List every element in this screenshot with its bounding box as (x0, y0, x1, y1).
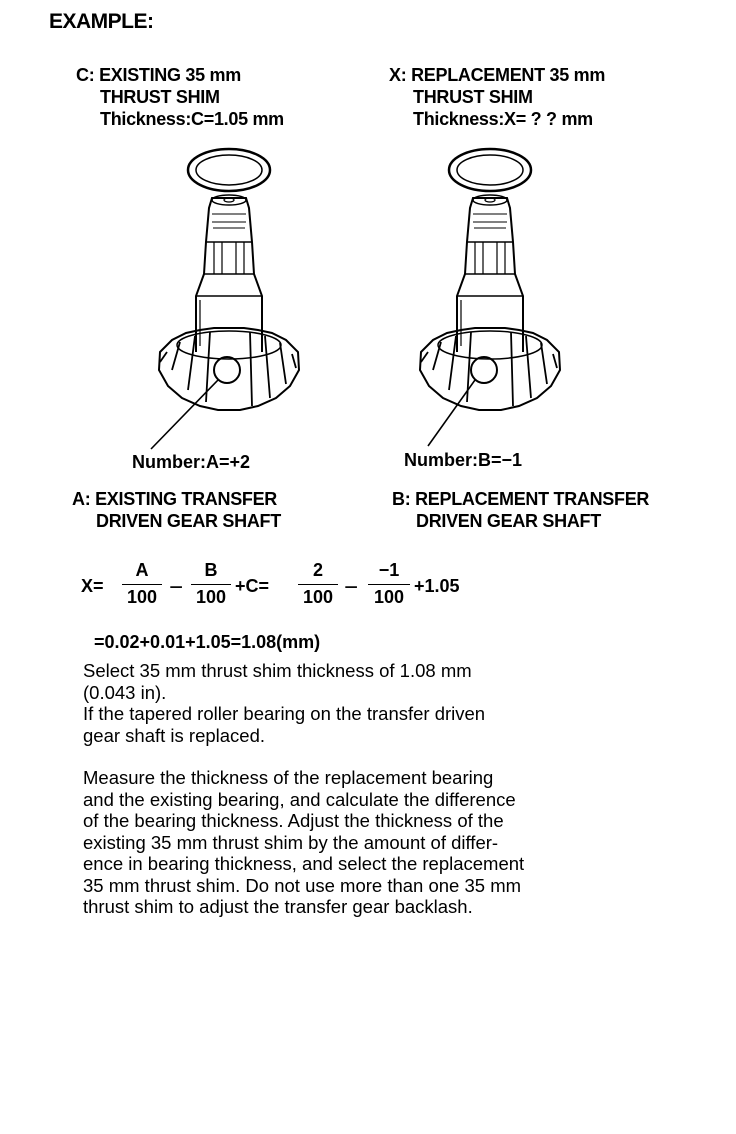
existing-shim-line2: THRUST SHIM (100, 87, 220, 107)
fraction-b-over-100 (191, 560, 231, 608)
fraction-2-over-100 (298, 560, 338, 608)
formula-result: =0.02+0.01+1.05=1.08(mm) (94, 632, 321, 652)
paragraph-2-line: ence in bearing thickness, and select the replacement (83, 853, 525, 874)
minus-sign: − (169, 574, 184, 601)
instruction-paragraph-2 (83, 767, 524, 918)
existing-shaft-line2: DRIVEN GEAR SHAFT (96, 511, 281, 531)
paragraph-1-line: If the tapered roller bearing on the transfer driven (83, 703, 486, 724)
fraction-2-numerator: 2 (312, 560, 323, 580)
existing-shim-line3: Thickness:C=1.05 mm (100, 109, 284, 129)
fraction-a-denominator: 100 (126, 587, 158, 607)
fraction-bar (122, 584, 162, 585)
fraction-minus1-denominator: 100 (373, 587, 405, 607)
minus-sign: − (344, 574, 359, 601)
existing-shaft-line1: A: EXISTING TRANSFER (72, 489, 278, 509)
plus-constant: +1.05 (414, 576, 460, 596)
fraction-a-numerator: A (135, 560, 149, 580)
paragraph-2-line: thrust shim to adjust the transfer gear backlash. (83, 896, 473, 917)
page-heading: EXAMPLE: (49, 10, 154, 33)
replacement-shim-line3: Thickness:X= ? ? mm (413, 109, 593, 129)
existing-shim-line1: C: EXISTING 35 mm (76, 65, 241, 85)
paragraph-2-line: of the bearing thickness. Adjust the thickness of the (83, 810, 504, 831)
replacement-shim-line2: THRUST SHIM (413, 87, 533, 107)
existing-shaft-label (72, 488, 281, 532)
fraction-b-denominator: 100 (195, 587, 227, 607)
fraction-2-denominator: 100 (302, 587, 334, 607)
paragraph-2-line: 35 mm thrust shim. Do not use more than one 35 mm (83, 874, 522, 896)
paragraph-1-line: gear shaft is replaced. (83, 724, 266, 746)
fraction-bar (368, 584, 410, 585)
formula-lhs: X= (81, 576, 104, 596)
paragraph-1-line: Select 35 mm thrust shim thickness of 1.08 mm (83, 660, 472, 681)
fraction-a-over-100 (122, 560, 162, 608)
replacement-shaft-label (392, 488, 649, 532)
paragraph-2-line: existing 35 mm thrust shim by the amount of differ- (83, 831, 499, 853)
fraction-minus1-over-100 (368, 560, 410, 608)
instruction-paragraph-1 (83, 660, 485, 746)
fraction-bar (298, 584, 338, 585)
fraction-b-numerator: B (204, 560, 218, 580)
fraction-bar (191, 584, 231, 585)
number-a-label: Number:A=+2 (132, 452, 251, 472)
fraction-minus1-numerator: −1 (378, 560, 400, 580)
replacement-shaft-line1: B: REPLACEMENT TRANSFER (392, 489, 650, 509)
replacement-shaft-line2: DRIVEN GEAR SHAFT (416, 511, 601, 531)
paragraph-1-line: (0.043 in). (83, 681, 167, 703)
plus-c-equals: +C= (235, 576, 270, 596)
paragraph-2-line: Measure the thickness of the replacement bearing (83, 767, 494, 788)
replacement-shim-line1: X: REPLACEMENT 35 mm (389, 65, 606, 85)
number-b-label: Number:B=−1 (404, 450, 523, 470)
paragraph-2-line: and the existing bearing, and calculate the difference (83, 788, 516, 810)
